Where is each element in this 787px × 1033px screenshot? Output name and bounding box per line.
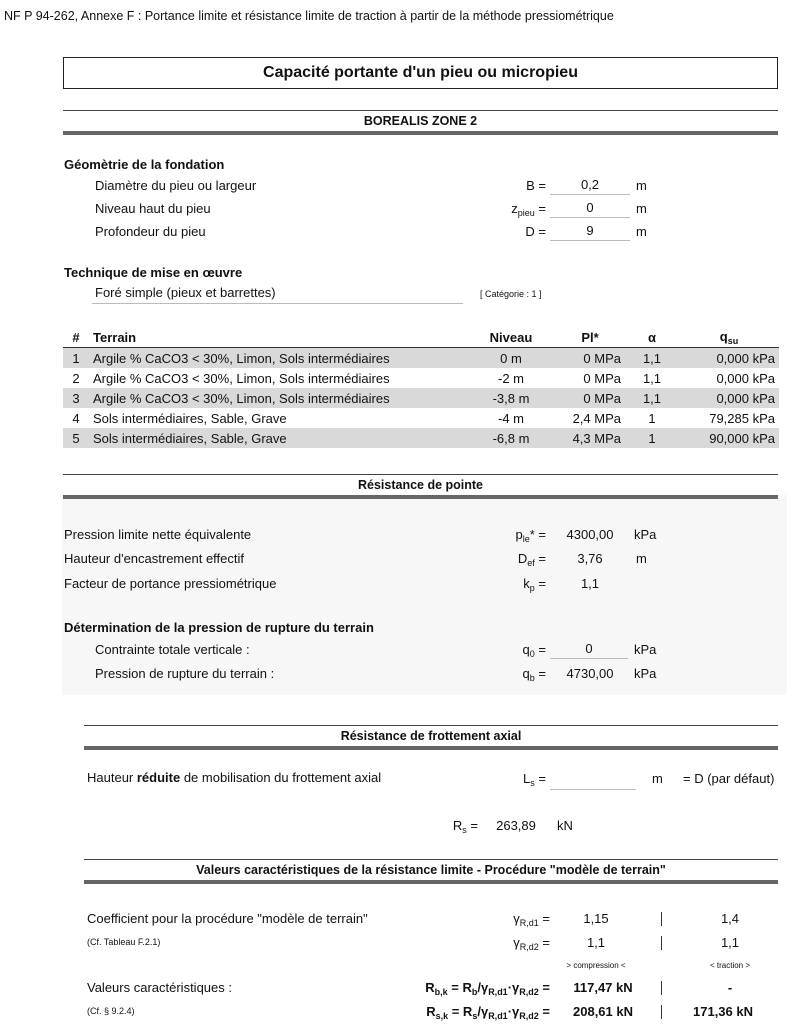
symbol-ls: $L_s$ =: [523, 771, 546, 788]
column-separator: [661, 981, 662, 995]
formula-rbk: $R_{b,k} = R_b/\gamma_{R,d1}\cdot\gamma_{R,d2}$ =: [425, 980, 550, 997]
table-row: [63, 368, 779, 388]
rs-value: 263,89: [496, 818, 536, 833]
cell-index: 4: [72, 410, 80, 426]
unit-m: m: [636, 551, 647, 566]
divider: [63, 110, 778, 111]
coef-reference: (Cf. Tableau F.2.1): [87, 937, 161, 947]
symbol-zpieu: $z_{pieu}$ =: [511, 201, 546, 218]
project-name: BOREALIS ZONE 2: [363, 114, 478, 128]
cell-pl: 2,4 MPa: [572, 410, 621, 426]
cell-qsu: 0,000 kPa: [716, 370, 775, 386]
compression-column-label: > compression <: [566, 961, 626, 970]
qb-value: 4730,00: [566, 666, 614, 681]
col-header-alpha: α: [625, 327, 679, 348]
page-title: Capacité portante d'un pieu ou micropieu: [63, 57, 778, 89]
cell-alpha: 1: [648, 410, 656, 426]
pointe-label-def: Hauteur d'encastrement effectif: [64, 551, 245, 566]
cell-pl: 0 MPa: [555, 388, 625, 408]
unit-kn: kN: [557, 818, 573, 833]
rupture-label-q0: Contrainte totale verticale :: [95, 642, 250, 657]
kp-value: 1,1: [580, 576, 600, 591]
q0-field[interactable]: 0: [550, 641, 628, 659]
symbol-gamma-d2: $\gamma_{R,d2}$ =: [513, 935, 550, 952]
diameter-field[interactable]: 0,2: [550, 177, 630, 195]
cell-alpha: 1,1: [625, 388, 679, 408]
cell-alpha: 1: [625, 428, 679, 448]
col-header-qsu: $q_{su}$: [679, 327, 779, 348]
unit-m: m: [652, 771, 663, 786]
column-separator: [661, 936, 662, 950]
col-header-index: #: [63, 327, 89, 348]
table-row: [63, 348, 779, 369]
rsk-compression: 208,61 kN: [573, 1004, 633, 1019]
symbol-qb: $q_b$ =: [522, 666, 546, 683]
cell-index: 1: [63, 348, 89, 369]
geometry-label-diameter: Diamètre du pieu ou largeur: [95, 178, 257, 193]
symbol-def: $D_{ef}$ =: [517, 551, 546, 568]
gamma-d1-traction: 1,4: [720, 911, 740, 926]
ls-default-note: = D (par défaut): [683, 771, 775, 786]
rbk-traction: -: [727, 980, 733, 995]
cell-index: 2: [72, 370, 80, 386]
cell-terrain: Sols intermédiaires, Sable, Grave: [93, 410, 287, 426]
cell-qsu: 0,000 kPa: [679, 388, 779, 408]
caracteristiques-heading: Valeurs caractéristiques de la résistance limite - Procédure "modèle de terrain": [196, 863, 666, 877]
cell-terrain: Argile % CaCO3 < 30%, Limon, Sols intermédiaires: [93, 370, 390, 386]
rbk-compression: 117,47 kN: [573, 980, 633, 995]
ls-field[interactable]: [550, 772, 636, 790]
cell-level: 0 m: [467, 348, 555, 369]
cell-index: 3: [63, 388, 89, 408]
symbol-kp: $k_p$ =: [523, 576, 546, 593]
def-value: 3,76: [577, 551, 603, 566]
divider: [84, 725, 778, 726]
symbol-b: B =: [526, 178, 546, 193]
divider: [63, 131, 778, 135]
technique-select[interactable]: Foré simple (pieux et barrettes): [92, 285, 463, 304]
category-label: [ Catégorie : 1 ]: [480, 289, 542, 299]
cell-terrain: Argile % CaCO3 < 30%, Limon, Sols intermédiaires: [89, 348, 467, 369]
rsk-traction: 171,36 kN: [693, 1004, 753, 1019]
valeurs-reference: (Cf. § 9.2.4): [87, 1006, 135, 1016]
cell-level: -4 m: [498, 410, 524, 426]
divider: [84, 859, 778, 860]
cell-pl: 0 MPa: [583, 370, 621, 386]
divider: [63, 495, 778, 499]
divider: [84, 746, 778, 750]
divider: [84, 880, 778, 884]
pointe-label-ple: Pression limite nette équivalente: [64, 527, 252, 542]
pointe-heading: Résistance de pointe: [357, 478, 484, 492]
cell-pl: 4,3 MPa: [555, 428, 625, 448]
col-header-level: Niveau: [467, 327, 555, 348]
symbol-ple: $p_{le}*$ =: [515, 527, 546, 544]
unit-kpa: kPa: [634, 527, 657, 542]
document-header: NF P 94-262, Annexe F : Portance limite et résistance limite de traction à partir de la méthode pressiométrique: [4, 9, 614, 23]
table-row: [63, 408, 779, 428]
symbol-q0: $q_0$ =: [522, 642, 546, 659]
symbol-gamma-d1: $\gamma_{R,d1}$ =: [513, 911, 550, 928]
ple-value: 4300,00: [566, 527, 614, 542]
unit-kpa: kPa: [634, 666, 657, 681]
coef-label: Coefficient pour la procédure "modèle de terrain": [87, 911, 368, 926]
col-header-pl: Pl*: [555, 327, 625, 348]
rupture-heading: Détermination de la pression de rupture du terrain: [64, 620, 374, 635]
table-row: [63, 428, 779, 448]
valeurs-label: Valeurs caractéristiques :: [87, 980, 232, 995]
technique-heading: Technique de mise en œuvre: [64, 265, 243, 280]
unit-kpa: kPa: [634, 642, 657, 657]
geometry-label-top-level: Niveau haut du pieu: [95, 201, 211, 216]
gamma-d2-traction: 1,1: [720, 935, 740, 950]
unit-m: m: [636, 201, 647, 216]
cell-index: 5: [63, 428, 89, 448]
rupture-label-qb: Pression de rupture du terrain :: [95, 666, 275, 681]
cell-level: -2 m: [498, 370, 524, 386]
cell-level: -3,8 m: [467, 388, 555, 408]
cell-qsu: 90,000 kPa: [679, 428, 779, 448]
gamma-d1-compression: 1,15: [583, 911, 609, 926]
cell-qsu: 0,000 kPa: [679, 348, 779, 369]
symbol-rs: $R_s$ =: [452, 818, 478, 835]
col-header-terrain: Terrain: [89, 327, 467, 348]
pointe-section-background: [62, 495, 787, 695]
column-separator: [661, 1005, 662, 1019]
terrain-table: [63, 327, 779, 448]
cell-terrain: Sols intermédiaires, Sable, Grave: [89, 428, 467, 448]
symbol-d: D =: [525, 224, 546, 239]
cell-alpha: 1,1: [625, 348, 679, 369]
depth-field[interactable]: 9: [550, 223, 630, 241]
cell-qsu: 79,285 kPa: [709, 410, 775, 426]
cell-pl: 0 MPa: [555, 348, 625, 369]
divider: [63, 474, 778, 475]
geometry-label-depth: Profondeur du pieu: [95, 224, 206, 239]
cell-alpha: 1,1: [642, 370, 662, 386]
top-level-field[interactable]: 0: [550, 200, 630, 218]
cell-level: -6,8 m: [467, 428, 555, 448]
pointe-label-kp: Facteur de portance pressiométrique: [64, 576, 277, 591]
unit-m: m: [636, 178, 647, 193]
column-separator: [661, 912, 662, 926]
geometry-heading: Géomètrie de la fondation: [64, 157, 225, 172]
frottement-label: Hauteur réduite de mobilisation du frottement axial: [87, 770, 382, 785]
unit-m: m: [636, 224, 647, 239]
gamma-d2-compression: 1,1: [586, 935, 606, 950]
cell-terrain: Argile % CaCO3 < 30%, Limon, Sols intermédiaires: [89, 388, 467, 408]
traction-column-label: < traction >: [709, 961, 751, 970]
formula-rsk: $R_{s,k} = R_s/\gamma_{R,d1}\cdot\gamma_{R,d2}$ =: [426, 1004, 550, 1021]
table-header-row: [63, 327, 779, 348]
frottement-heading: Résistance de frottement axial: [340, 729, 522, 743]
table-row: [63, 388, 779, 408]
